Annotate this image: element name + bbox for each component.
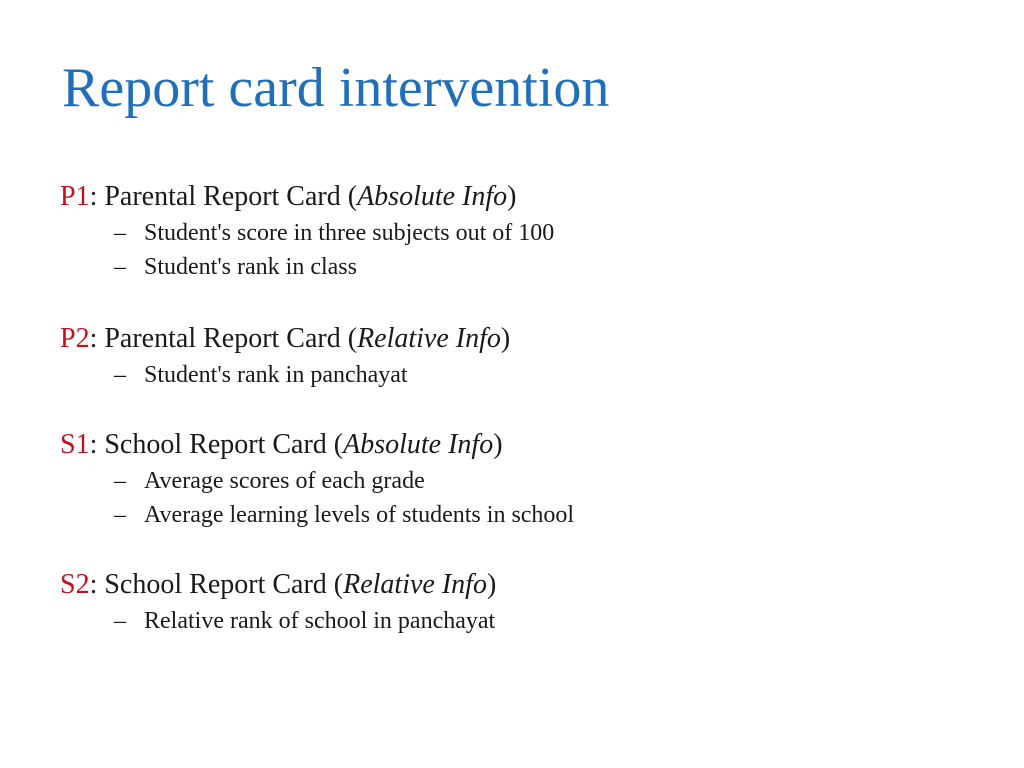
section-info-type: Absolute Info: [343, 429, 494, 460]
bullet-marker: –: [114, 254, 126, 280]
bullet-marker: –: [114, 502, 126, 528]
bullet-marker: –: [114, 220, 126, 246]
section-label: : School Report Card (: [89, 429, 344, 460]
section-close-paren: ): [493, 429, 503, 460]
slide-title: Report card intervention: [62, 57, 610, 119]
bullet-item: [114, 604, 496, 638]
section-close-paren: ): [500, 323, 511, 354]
bullet-item: [114, 358, 510, 392]
section-s2: [60, 568, 496, 638]
section-s1: [60, 428, 574, 532]
section-code: S2: [60, 569, 90, 600]
bullet-text: Student's score in three subjects out of 100: [144, 220, 555, 246]
bullet-item: [114, 464, 574, 498]
bullet-text: Average learning levels of students in school: [144, 502, 575, 528]
section-label: : Parental Report Card (: [89, 181, 358, 212]
section-code: P2: [60, 323, 90, 354]
section-close-paren: ): [486, 569, 497, 600]
section-label: : Parental Report Card (: [89, 323, 358, 354]
bullet-item: [114, 216, 554, 250]
bullet-marker: –: [114, 608, 126, 634]
section-code: P1: [60, 181, 90, 212]
bullet-marker: –: [114, 468, 126, 494]
bullet-item: [114, 498, 574, 532]
section-info-type: Relative Info: [343, 569, 487, 600]
section-heading: [60, 428, 574, 462]
section-info-type: Relative Info: [357, 323, 501, 354]
bullet-text: Average scores of each grade: [144, 468, 425, 494]
bullet-list: [60, 604, 496, 638]
section-heading: [60, 180, 554, 214]
bullet-list: [60, 358, 510, 392]
section-p2: [60, 322, 510, 392]
section-heading: [60, 322, 510, 356]
bullet-list: [60, 464, 574, 532]
section-code: S1: [60, 429, 90, 460]
section-info-type: Absolute Info: [357, 181, 508, 212]
bullet-item: [114, 250, 554, 284]
bullet-marker: –: [114, 362, 126, 388]
section-label: : School Report Card (: [89, 569, 344, 600]
bullet-text: Relative rank of school in panchayat: [144, 608, 496, 634]
bullet-text: Student's rank in class: [144, 254, 357, 280]
bullet-text: Student's rank in panchayat: [144, 362, 408, 388]
section-heading: [60, 568, 496, 602]
bullet-list: [60, 216, 554, 284]
section-p1: [60, 180, 554, 284]
section-close-paren: ): [507, 181, 517, 212]
